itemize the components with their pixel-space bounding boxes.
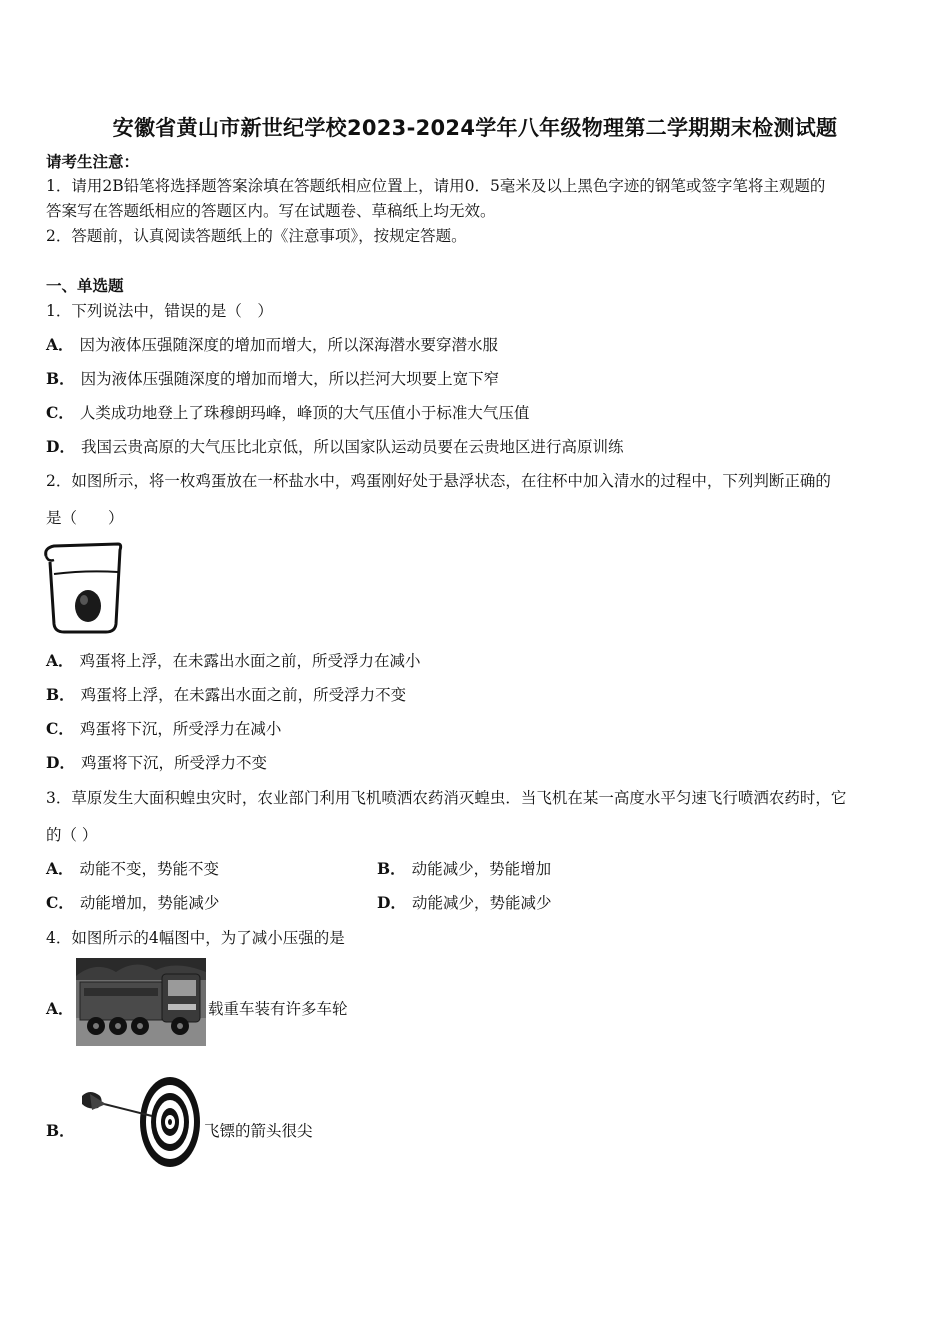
q2-option-d: [46, 753, 267, 773]
q3-option-a: [46, 859, 219, 879]
option-letter: A．: [46, 335, 74, 354]
q1-option-b: [46, 369, 499, 389]
q3-stem-line-2: 的（ ）: [46, 826, 98, 844]
option-text: 鸡蛋将上浮，在未露出水面之前，所受浮力在减小: [79, 652, 421, 670]
dart-target-figure: [78, 1074, 204, 1170]
option-letter: B．: [46, 1121, 75, 1140]
q1-option-d: [46, 437, 623, 457]
q4-option-a-letter: [46, 999, 80, 1019]
notice-heading: 请考生注意：: [46, 152, 140, 171]
q2-option-b: [46, 685, 406, 705]
notice-line-1: 1．请用2B铅笔将选择题答案涂填在答题纸相应位置上，请用0．5毫米及以上黑色字迹的钢笔或签字笔将主观题的: [46, 177, 826, 195]
q4-option-a-text: 载重车装有许多车轮: [208, 1000, 348, 1018]
option-letter: C．: [46, 719, 74, 738]
option-text: 鸡蛋将下沉，所受浮力不变: [80, 754, 267, 772]
option-text: 我国云贵高原的大气压比北京低，所以国家队运动员要在云贵地区进行高原训练: [80, 438, 624, 456]
q3-option-d: [377, 893, 551, 913]
q3-stem-line-1: 3．草原发生大面积蝗虫灾时，农业部门利用飞机喷洒农药消灭蝗虫．当飞机在某一高度水平匀速飞行喷洒农药时，它: [46, 789, 847, 807]
q2-stem-line-2: 是（ ）: [46, 509, 124, 527]
q2-option-c: [46, 719, 281, 739]
q1-option-c: [46, 403, 529, 423]
truck-photo: [76, 958, 206, 1046]
option-text: 鸡蛋将上浮，在未露出水面之前，所受浮力不变: [80, 686, 407, 704]
q3-option-c: [46, 893, 219, 913]
q1-stem: 1．下列说法中，错误的是（ ）: [46, 302, 273, 320]
option-text: 因为液体压强随深度的增加而增大，所以拦河大坝要上宽下窄: [80, 370, 500, 388]
notice-line-2: 2．答题前，认真阅读答题纸上的《注意事项》，按规定答题。: [46, 227, 467, 245]
exam-title: 安徽省黄山市新世纪学校2023-2024学年八年级物理第二学期期末检测试题: [112, 116, 838, 140]
option-letter: D．: [46, 437, 75, 456]
option-letter: C．: [46, 893, 74, 912]
option-text: 动能增加，势能减少: [79, 894, 220, 912]
q1-option-a: [46, 335, 498, 355]
option-text: 动能不变，势能不变: [79, 860, 220, 878]
option-text: 人类成功地登上了珠穆朗玛峰，峰顶的大气压值小于标准大气压值: [79, 404, 530, 422]
q3-option-b: [377, 859, 551, 879]
option-letter: C．: [46, 403, 74, 422]
q2-option-a: [46, 651, 421, 671]
option-letter: D．: [46, 753, 75, 772]
section-heading: 一、单选题: [46, 276, 124, 295]
beaker-egg-figure: [40, 540, 126, 636]
option-text: 动能减少，势能减少: [411, 894, 552, 912]
notice-line-1b: 答案写在答题纸相应的答题区内。写在试题卷、草稿纸上均无效。: [46, 202, 496, 220]
q4-option-b-letter: [46, 1121, 81, 1141]
option-text: 因为液体压强随深度的增加而增大，所以深海潜水要穿潜水服: [79, 336, 499, 354]
option-letter: B．: [46, 685, 75, 704]
option-letter: A．: [46, 859, 74, 878]
option-letter: A．: [46, 999, 74, 1018]
option-letter: A．: [46, 651, 74, 670]
option-text: 鸡蛋将下沉，所受浮力在减小: [79, 720, 282, 738]
option-letter: B．: [46, 369, 75, 388]
q2-stem-line-1: 2．如图所示，将一枚鸡蛋放在一杯盐水中，鸡蛋刚好处于悬浮状态，在往杯中加入清水的过程中，下列判断正确的: [46, 472, 831, 490]
option-text: 动能减少，势能增加: [411, 860, 552, 878]
option-letter: B．: [377, 859, 406, 878]
option-letter: D．: [377, 893, 406, 912]
q4-option-b-text: 飞镖的箭头很尖: [204, 1122, 313, 1140]
q4-stem: 4．如图所示的4幅图中，为了减小压强的是: [46, 929, 345, 947]
